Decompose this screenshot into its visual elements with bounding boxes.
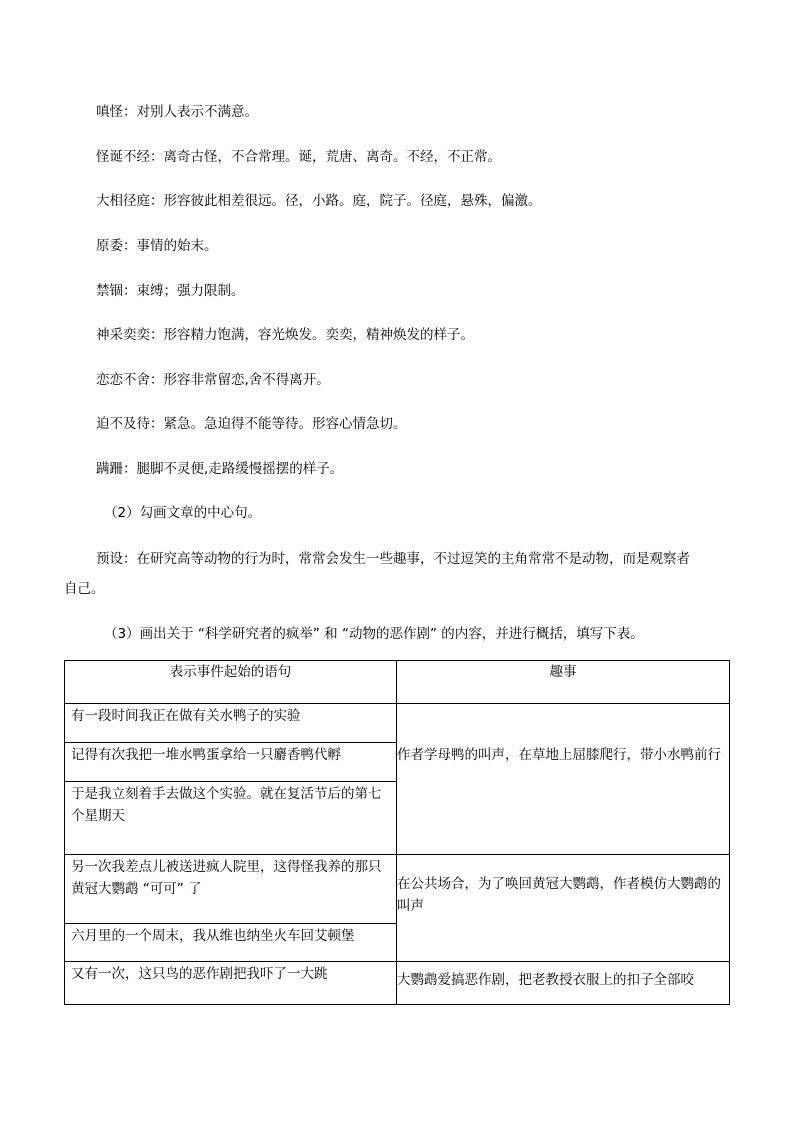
- vocab-item: 大相径庭：形容彼此相差很远。径，小路。庭，院子。径庭，悬殊，偏激。: [96, 193, 542, 209]
- table-header: 表示事件起始的语句: [65, 661, 397, 704]
- vocab-item: 蹒跚：腿脚不灵便,走路缓慢摇摆的样子。: [96, 461, 344, 477]
- vocab-item: 神采奕奕：形容精力饱满，容光焕发。奕奕，精神焕发的样子。: [96, 327, 474, 343]
- vocab-item: 迫不及待：紧急。急迫得不能等待。形容心情急切。: [96, 416, 407, 432]
- start-sentence: 另一次我差点儿被送进疯人院里，这得怪我养的那只黄冠大鹦鹉 “可可” 了: [71, 859, 382, 897]
- start-sentences-cell: [65, 855, 397, 962]
- start-sentences-cell: [65, 704, 397, 855]
- start-sentence: 记得有次我把一堆水鸭蛋拿给一只麝香鸭代孵: [65, 742, 396, 781]
- start-sentence: 有一段时间我正在做有关水鸭子的实验: [71, 708, 301, 724]
- table-row: [65, 704, 730, 855]
- question-3-prompt: （3）画出关于 “科学研究者的疯举” 和 “动物的恶作剧” 的内容，并进行概括，填写下表。: [104, 626, 644, 642]
- start-sentence: 又有一次，这只鸟的恶作剧把我吓了一大跳: [71, 966, 328, 982]
- event-summary: 作者学母鸭的叫声，在草地上屈膝爬行，带小水鸭前行: [397, 704, 730, 855]
- vocab-item: 嗔怪：对别人表示不满意。: [96, 104, 258, 120]
- table-header: 趣事: [397, 661, 730, 704]
- event-summary: 在公共场合，为了唤回黄冠大鹦鹉，作者模仿大鹦鹉的叫声: [397, 855, 730, 962]
- table-row: [65, 962, 730, 1005]
- event-summary: 大鹦鹉爱搞恶作剧，把老教授衣服上的扣子全部咬: [397, 962, 730, 1005]
- question-2-prompt: （2）勾画文章的中心句。: [104, 505, 262, 521]
- start-sentence: 于是我立刻着手去做这个实验。就在复活节后的第七个星期天: [65, 781, 396, 854]
- start-sentences-cell: [65, 962, 397, 1005]
- events-table: [64, 660, 730, 1005]
- table-header-row: [65, 661, 730, 704]
- start-sentence: 六月里的一个周末，我从维也纳坐火车回艾顿堡: [65, 923, 396, 961]
- question-2-answer: 预设：在研究高等动物的行为时，常常会发生一些趣事，不过逗笑的主角常常不是动物，而是观察者: [96, 551, 690, 567]
- vocab-item: 原委：事情的始末。: [96, 238, 218, 254]
- vocab-item: 恋恋不舍：形容非常留恋,舍不得离开。: [96, 372, 330, 388]
- table-row: [65, 855, 730, 962]
- question-2-answer-cont: 自己。: [64, 581, 105, 597]
- vocab-item: 怪诞不经：离奇古怪，不合常理。诞，荒唐、离奇。不经，不正常。: [96, 149, 501, 165]
- vocab-item: 禁锢：束缚；强力限制。: [96, 283, 245, 299]
